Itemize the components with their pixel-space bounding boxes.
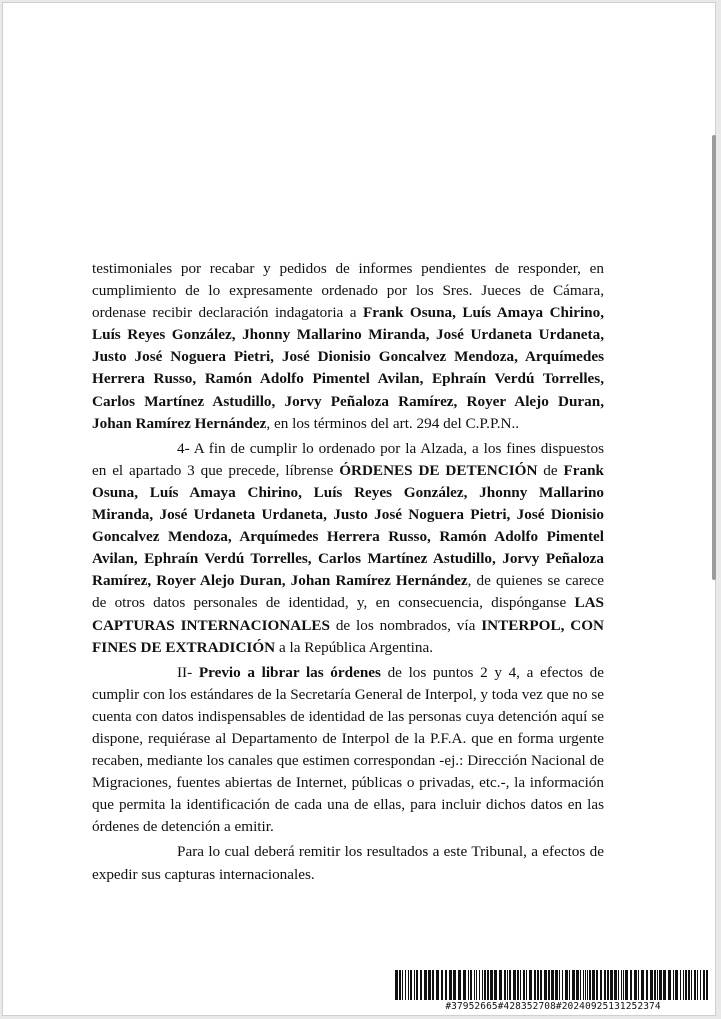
barcode-bar <box>683 970 684 1000</box>
barcode-bar <box>638 970 639 1000</box>
barcode-bar <box>621 970 622 1000</box>
barcode-bar <box>691 970 692 1000</box>
barcode-bar <box>424 970 427 1000</box>
p2-text-de: de <box>537 461 564 479</box>
p2-ordenes-bold: ÓRDENES DE DETENCIÓN <box>339 461 538 479</box>
barcode-bar <box>436 970 439 1000</box>
barcode-bar <box>585 970 586 1000</box>
barcode-bar <box>559 970 560 1000</box>
p2-text-mid: , de quienes se carece de otros datos personales de identidad, y, en consecuencia, dispónganse <box>92 572 604 612</box>
barcode-bar <box>625 970 628 1000</box>
barcode-bar <box>468 970 469 1000</box>
barcode-bar <box>428 970 431 1000</box>
barcode-bar <box>484 970 486 1000</box>
p2-text: 4- A fin de cumplir lo ordenado por la Alzada, a los fines dispuestos en el apartado 3 que precede, líbrense <box>92 439 604 479</box>
barcode-bar <box>470 970 472 1000</box>
barcode-bar <box>544 970 547 1000</box>
barcode-bar <box>548 970 550 1000</box>
barcode-bar <box>596 970 598 1000</box>
p2-names-bold: Frank Osuna, Luís Amaya Chirino, Luís Reyes González, Jhonny Mallarino Miranda, José Urdaneta Urdaneta, Justo José Noguera Pietri, José Dionisio Goncalvez Mendoza, Arquímedes Herrera Russo, Ramón Adolfo Pimentel Avilan, Ephraín Verdú Torrelles, Carlos Martínez Astudillo, Jorvy Peñaloza Ramírez, Royer Alejo Duran, Johan Ramírez Hernández <box>92 461 604 590</box>
barcode-bar <box>520 970 521 1000</box>
barcode-bar <box>416 970 418 1000</box>
barcode-bar <box>449 970 452 1000</box>
barcode-bar <box>410 970 412 1000</box>
barcode-bar <box>405 970 406 1000</box>
barcode-bar <box>562 970 563 1000</box>
barcode-bar <box>441 970 443 1000</box>
p2-interpol-bold: INTERPOL, CON FINES DE EXTRADICIÓN <box>92 616 604 656</box>
barcode-bar <box>694 970 696 1000</box>
barcode-bar <box>675 970 678 1000</box>
barcode-bar <box>458 970 461 1000</box>
barcode-bar <box>706 970 708 1000</box>
barcode-bar <box>700 970 701 1000</box>
barcode-bar <box>618 970 619 1000</box>
p3-text: II- <box>177 663 199 681</box>
barcode-bar <box>663 970 666 1000</box>
barcode-bar <box>587 970 588 1000</box>
barcode-bar <box>641 970 644 1000</box>
p1-text: testimoniales por recabar y pedidos de informes pendientes de responder, en cumplimiento de lo expresamente ordenado por los Sres. Jueces de Cámara, ordenase recibir declaración indagatoria a <box>92 260 604 322</box>
barcode-bar <box>614 970 617 1000</box>
barcode-bar <box>537 970 539 1000</box>
document-page <box>2 2 716 1016</box>
barcode-bar <box>688 970 690 1000</box>
barcode-bar <box>513 970 516 1000</box>
barcode-bar <box>668 970 671 1000</box>
barcode-bar <box>504 970 506 1000</box>
paragraph-4 <box>92 841 604 885</box>
barcode-icon <box>393 970 713 1000</box>
p3-text-end: de los puntos 2 y 4, a efectos de cumplir con los estándares de la Secretaría General de Interpol, y toda vez que no se cuenta con datos indispensables de identidad de las personas cuya detención aquí se dispone, requiérase al Departamento de Interpol de la P.F.A. que en forma urgente recaben, mediante los canales que estimen correspondan -ej.: Dirección Nacional de Migraciones, fuentes abiertas de Internet, públicas o privadas, etc.-, la información que permita la identificación de cada una de ellas, para incluir dichos datos en las órdenes de detención a emitir. <box>92 663 604 836</box>
barcode-bar <box>697 970 698 1000</box>
barcode-bar <box>395 970 398 1000</box>
barcode-bar <box>576 970 579 1000</box>
barcode-bar <box>540 970 542 1000</box>
barcode-number: #37952665#428352708#20240925131252374 <box>445 1001 661 1012</box>
barcode-bar <box>463 970 466 1000</box>
barcode-bar <box>499 970 502 1000</box>
barcode-bar <box>420 970 422 1000</box>
barcode-bar <box>479 970 480 1000</box>
p4-text: Para lo cual deberá remitir los resultados a este Tribunal, a efectos de expedir sus capturas internacionales. <box>92 843 604 883</box>
barcode-bar <box>680 970 681 1000</box>
barcode-bar <box>509 970 511 1000</box>
barcode-bar <box>414 970 415 1000</box>
barcode-bar <box>494 970 497 1000</box>
paragraph-1 <box>92 258 604 435</box>
barcode-bar <box>445 970 447 1000</box>
p2-text-end: a la República Argentina. <box>275 638 434 656</box>
barcode-bar <box>607 970 609 1000</box>
barcode-bar <box>555 970 558 1000</box>
p2-capturas-bold: LAS CAPTURAS INTERNACIONALES <box>92 594 604 634</box>
barcode-bar <box>432 970 434 1000</box>
barcode-bar <box>529 970 532 1000</box>
barcode-bar <box>517 970 519 1000</box>
barcode-bar <box>646 970 648 1000</box>
barcode-bar <box>659 970 662 1000</box>
barcode-bar <box>685 970 687 1000</box>
barcode-bar <box>610 970 613 1000</box>
paragraph-2 <box>92 438 604 659</box>
barcode-bar <box>474 970 475 1000</box>
p1-names-bold: Frank Osuna, Luís Amaya Chirino, Luís Reyes González, Jhonny Mallarino Miranda, José Urdaneta Urdaneta, Justo José Noguera Pietri, José Dionisio Goncalvez Mendoza, Arquímedes Herrera Russo, Ramón Adolfo Pimentel Avilan, Ephraín Verdú Torrelles, Carlos Martínez Astudillo, Jorvy Peñaloza Ramírez, Royer Alejo Duran, Johan Ramírez Hernández <box>92 304 605 432</box>
barcode-bar <box>673 970 674 1000</box>
barcode-bar <box>623 970 624 1000</box>
barcode-bar <box>703 970 705 1000</box>
barcode-bar <box>507 970 508 1000</box>
vertical-scrollbar[interactable] <box>712 135 716 580</box>
barcode-bar <box>487 970 489 1000</box>
barcode-bar <box>604 970 606 1000</box>
barcode-bar <box>589 970 591 1000</box>
barcode-bar <box>654 970 656 1000</box>
p2-text-via: de los nombrados, vía <box>329 616 482 634</box>
barcode-bar <box>482 970 483 1000</box>
barcode-bar <box>657 970 658 1000</box>
barcode-bar <box>523 970 525 1000</box>
barcode-bar <box>402 970 403 1000</box>
barcode-bar <box>408 970 409 1000</box>
barcode-bar <box>399 970 401 1000</box>
barcode-bar <box>534 970 536 1000</box>
paragraph-3 <box>92 662 604 839</box>
barcode-bar <box>600 970 602 1000</box>
barcode-bar <box>565 970 568 1000</box>
barcode-bar <box>583 970 584 1000</box>
barcode-bar <box>551 970 554 1000</box>
barcode-bar <box>526 970 527 1000</box>
p3-previo-bold: Previo a librar las órdenes <box>198 663 381 681</box>
barcode-bar <box>630 970 632 1000</box>
barcode-bar <box>592 970 595 1000</box>
barcode-bar <box>490 970 493 1000</box>
barcode-bar <box>476 970 477 1000</box>
barcode-bar <box>650 970 653 1000</box>
barcode-bar <box>634 970 637 1000</box>
document-barcode <box>393 970 713 1014</box>
barcode-bar <box>453 970 456 1000</box>
document-body <box>92 258 604 889</box>
barcode-bar <box>569 970 570 1000</box>
barcode-bar <box>580 970 581 1000</box>
barcode-bar <box>572 970 575 1000</box>
p1-text-end: , en los términos del art. 294 del C.P.P.N.. <box>266 414 520 432</box>
